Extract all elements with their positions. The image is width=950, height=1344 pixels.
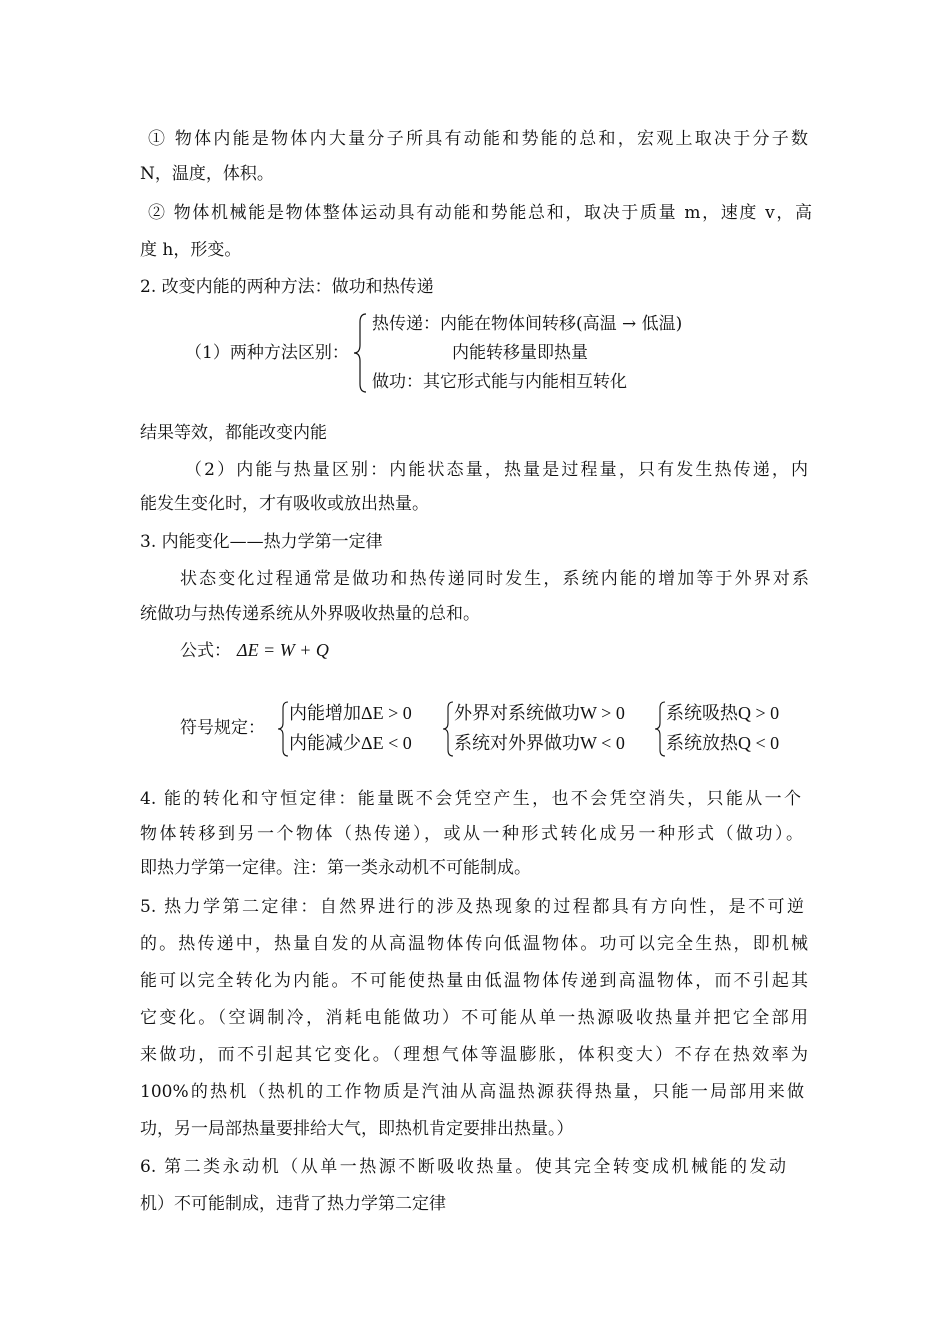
mechanical-energy-line-2: 度 h，形变。 [140, 240, 242, 260]
first-law-formula: ΔE = W + Q [237, 640, 329, 660]
section-5-line-2: 的。热传递中，热量自发的从高温物体传向低温物体。功可以完全生热，即机械 [140, 934, 808, 954]
first-law-line-2: 统做功与热传递系统从外界吸收热量的总和。 [140, 604, 480, 624]
energy-vs-heat-line-2: 能发生变化时，才有吸收或放出热量。 [140, 494, 429, 514]
sign-convention-label: 符号规定： [180, 718, 265, 738]
heat-quantity-line: 内能转移量即热量 [452, 343, 588, 363]
work-line: 做功：其它形式能与内能相互转化 [372, 372, 627, 392]
sign-energy-increase: 内能增加ΔE > 0 [289, 703, 412, 723]
energy-vs-heat-line-1: （2）内能与热量区别：内能状态量，热量是过程量，只有发生热传递，内 [185, 460, 808, 480]
sign-brace-heat [653, 700, 667, 758]
section-5-line-5: 来做功，而不引起其它变化。（理想气体等温膨胀，体积变大）不存在热效率为 [140, 1045, 808, 1065]
sign-energy-decrease: 内能减少ΔE < 0 [289, 733, 412, 753]
methods-difference-label: （1）两种方法区别： [185, 343, 349, 363]
sign-heat-absorb: 系统吸热Q > 0 [666, 703, 780, 723]
methods-brace [350, 312, 370, 394]
sign-brace-energy [276, 700, 290, 758]
section-4-line-1: 4. 能的转化和守恒定律：能量既不会凭空产生，也不会凭空消失，只能从一个 [140, 789, 801, 809]
internal-energy-line-2: N，温度，体积。 [140, 164, 274, 184]
section-6-line-2: 机）不可能制成，违背了热力学第二定律 [140, 1194, 446, 1214]
section-3-heading: 3. 内能变化——热力学第一定律 [140, 532, 383, 552]
mechanical-energy-line-1: ② 物体机械能是物体整体运动具有动能和势能总和，取决于质量 m，速度 v，高 [148, 203, 812, 223]
section-4-line-2: 物体转移到另一个物体（热传递），或从一种形式转化成另一种形式（做功）。 [140, 824, 803, 844]
sign-heat-release: 系统放热Q < 0 [666, 733, 780, 753]
section-5-line-3: 能可以完全转化为内能。不可能使热量由低温物体传递到高温物体，而不引起其 [140, 971, 808, 991]
section-5-line-1: 5. 热力学第二定律：自然界进行的涉及热现象的过程都具有方向性，是不可逆 [140, 897, 804, 917]
sign-work-positive: 外界对系统做功W > 0 [454, 703, 625, 723]
sign-work-negative: 系统对外界做功W < 0 [454, 733, 625, 753]
section-5-line-7: 功，另一局部热量要排给大气，即热机肯定要排出热量。） [140, 1119, 574, 1139]
section-5-line-4: 它变化。（空调制冷，消耗电能做功）不可能从单一热源吸收热量并把它全部用 [140, 1008, 808, 1028]
formula-label: 公式： [180, 641, 231, 661]
section-4-line-3: 即热力学第一定律。注：第一类永动机不可能制成。 [140, 858, 531, 878]
section-2-heading: 2. 改变内能的两种方法：做功和热传递 [140, 277, 434, 297]
heat-transfer-line: 热传递：内能在物体间转移(高温 → 低温) [372, 314, 683, 334]
section-6-line-1: 6. 第二类永动机（从单一热源不断吸收热量。使其完全转变成机械能的发动 [140, 1157, 786, 1177]
section-5-line-6: 100%的热机（热机的工作物质是汽油从高温热源获得热量，只能一局部用来做 [140, 1082, 804, 1102]
equivalent-result-line: 结果等效，都能改变内能 [140, 423, 327, 443]
first-law-line-1: 状态变化过程通常是做功和热传递同时发生，系统内能的增加等于外界对系 [180, 569, 809, 589]
internal-energy-line-1: ① 物体内能是物体内大量分子所具有动能和势能的总和，宏观上取决于分子数 [148, 129, 808, 149]
sign-brace-work [441, 700, 455, 758]
